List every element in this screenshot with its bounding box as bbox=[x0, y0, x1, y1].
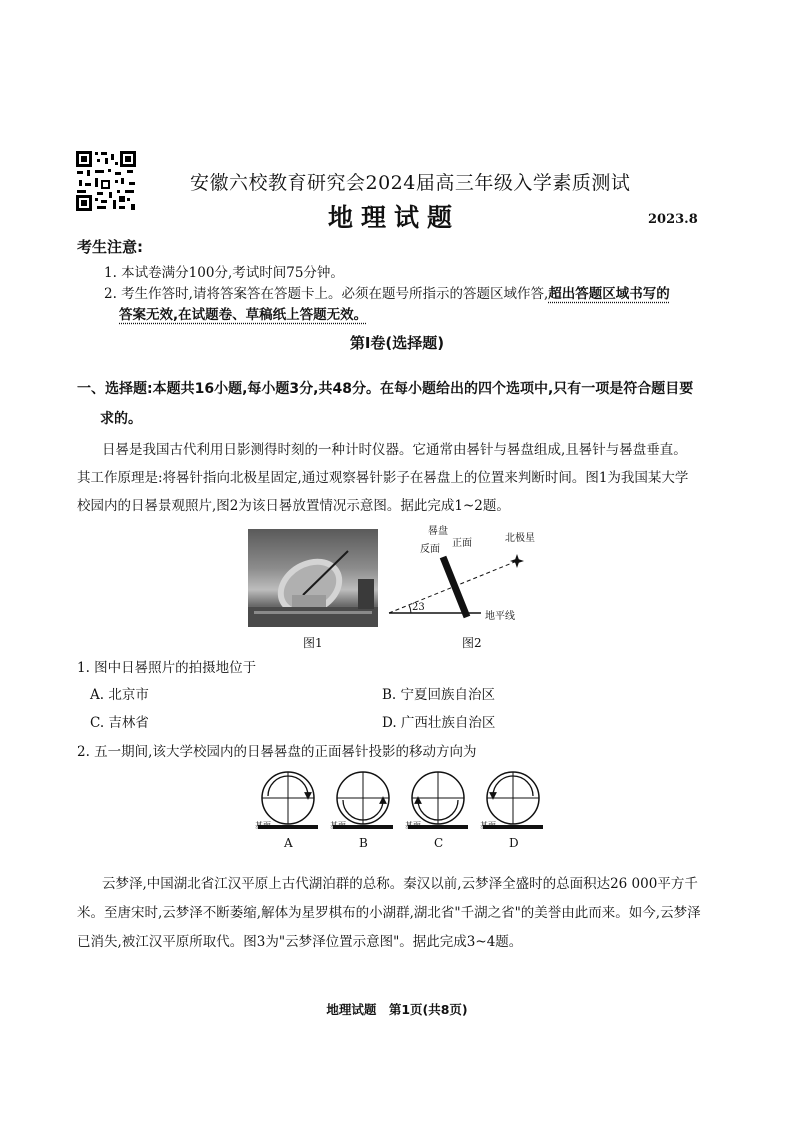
volume-title: 第Ⅰ卷(选择题) bbox=[349, 334, 445, 352]
passage-2-line-3: 已消失,被江汉平原所取代。图3为"云梦泽位置示意图"。据此完成3~4题。 bbox=[77, 934, 523, 950]
page-footer: 地理试题 第1页(共8页) bbox=[326, 1002, 468, 1017]
notice-item-2-emphasis: 超出答题区域书写的 bbox=[548, 286, 670, 302]
qr-code bbox=[75, 150, 137, 212]
label-polaris: 北极星 bbox=[505, 533, 535, 544]
exam-title: 安徽六校教育研究会2024届高三年级入学素质测试 bbox=[190, 172, 631, 194]
label-dial: 晷盘 bbox=[428, 526, 448, 537]
label-back: 反面 bbox=[420, 544, 440, 555]
notice-item-2 bbox=[104, 282, 670, 302]
notice-title: 考生注意: bbox=[77, 238, 143, 256]
option-letter-b: B bbox=[359, 836, 368, 850]
panel-d-ground-label: 基面 bbox=[480, 821, 496, 830]
panel-c-ground-label: 基面 bbox=[405, 821, 421, 830]
option-letter-a: A bbox=[284, 836, 293, 850]
passage-1-line-1: 日晷是我国古代利用日影测得时刻的一种计时仪器。它通常由晷针与晷盘组成,且晷针与晷盘垂直。 bbox=[102, 442, 687, 458]
question-2-stem: 2. 五一期间,该大学校园内的日晷晷盘的正面晷针投影的移动方向为 bbox=[77, 744, 477, 760]
question-1-stem: 1. 图中日晷照片的拍摄地位于 bbox=[77, 660, 257, 676]
notice-item-2-text: 2. 考生作答时,请将答案答在答题卡上。必须在题号所指示的答题区域作答, bbox=[104, 286, 549, 302]
question-1-option-b: B. 宁夏回族自治区 bbox=[382, 687, 496, 703]
figure-1-caption: 图1 bbox=[303, 636, 323, 650]
panel-b-ground-label: 基面 bbox=[330, 821, 346, 830]
sundial-photo bbox=[248, 529, 378, 627]
notice-item-1: 1. 本试卷满分100分,考试时间75分钟。 bbox=[104, 265, 344, 281]
label-front: 正面 bbox=[452, 538, 472, 549]
polaris-star-icon bbox=[510, 554, 524, 568]
option-letter-d: D bbox=[509, 836, 519, 850]
question-1-option-c: C. 吉林省 bbox=[90, 715, 149, 731]
qr-code-icon bbox=[75, 150, 137, 212]
subject-title: 地理试题 bbox=[328, 203, 461, 232]
option-letter-c: C bbox=[434, 836, 444, 850]
question-2-options-diagram bbox=[250, 766, 550, 856]
passage-1-line-2: 其工作原理是:将晷针指向北极星固定,通过观察晷针影子在晷盘上的位置来判断时间。图1为我国某大学 bbox=[77, 470, 689, 486]
section-heading: 一、选择题:本题共16小题,每小题3分,共48分。在每小题给出的四个选项中,只有一项是符合题目要 bbox=[77, 381, 694, 397]
question-1-option-a: A. 北京市 bbox=[90, 687, 149, 703]
passage-2-line-2: 米。至唐宋时,云梦泽不断萎缩,解体为星罗棋布的小湖群,湖北省"千湖之省"的美誉由此而来。如今,云梦泽 bbox=[77, 905, 701, 921]
figure-2-caption: 图2 bbox=[462, 636, 482, 650]
passage-1-line-3: 校园内的日晷景观照片,图2为该日晷放置情况示意图。据此完成1~2题。 bbox=[77, 498, 510, 514]
exam-date: 2023.8 bbox=[648, 212, 698, 227]
label-horizon: 地平线 bbox=[485, 611, 515, 622]
panel-a-ground-label: 基面 bbox=[255, 821, 271, 830]
notice-item-2-continuation: 答案无效,在试题卷、草稿纸上答题无效。 bbox=[119, 307, 368, 323]
section-heading-continuation: 求的。 bbox=[100, 411, 142, 427]
question-1-option-d: D. 广西壮族自治区 bbox=[382, 715, 496, 731]
passage-2-line-1: 云梦泽,中国湖北省江汉平原上古代湖泊群的总称。秦汉以前,云梦泽全盛时的总面积达26 000平方千 bbox=[102, 876, 698, 892]
label-angle: 23 bbox=[412, 602, 425, 613]
